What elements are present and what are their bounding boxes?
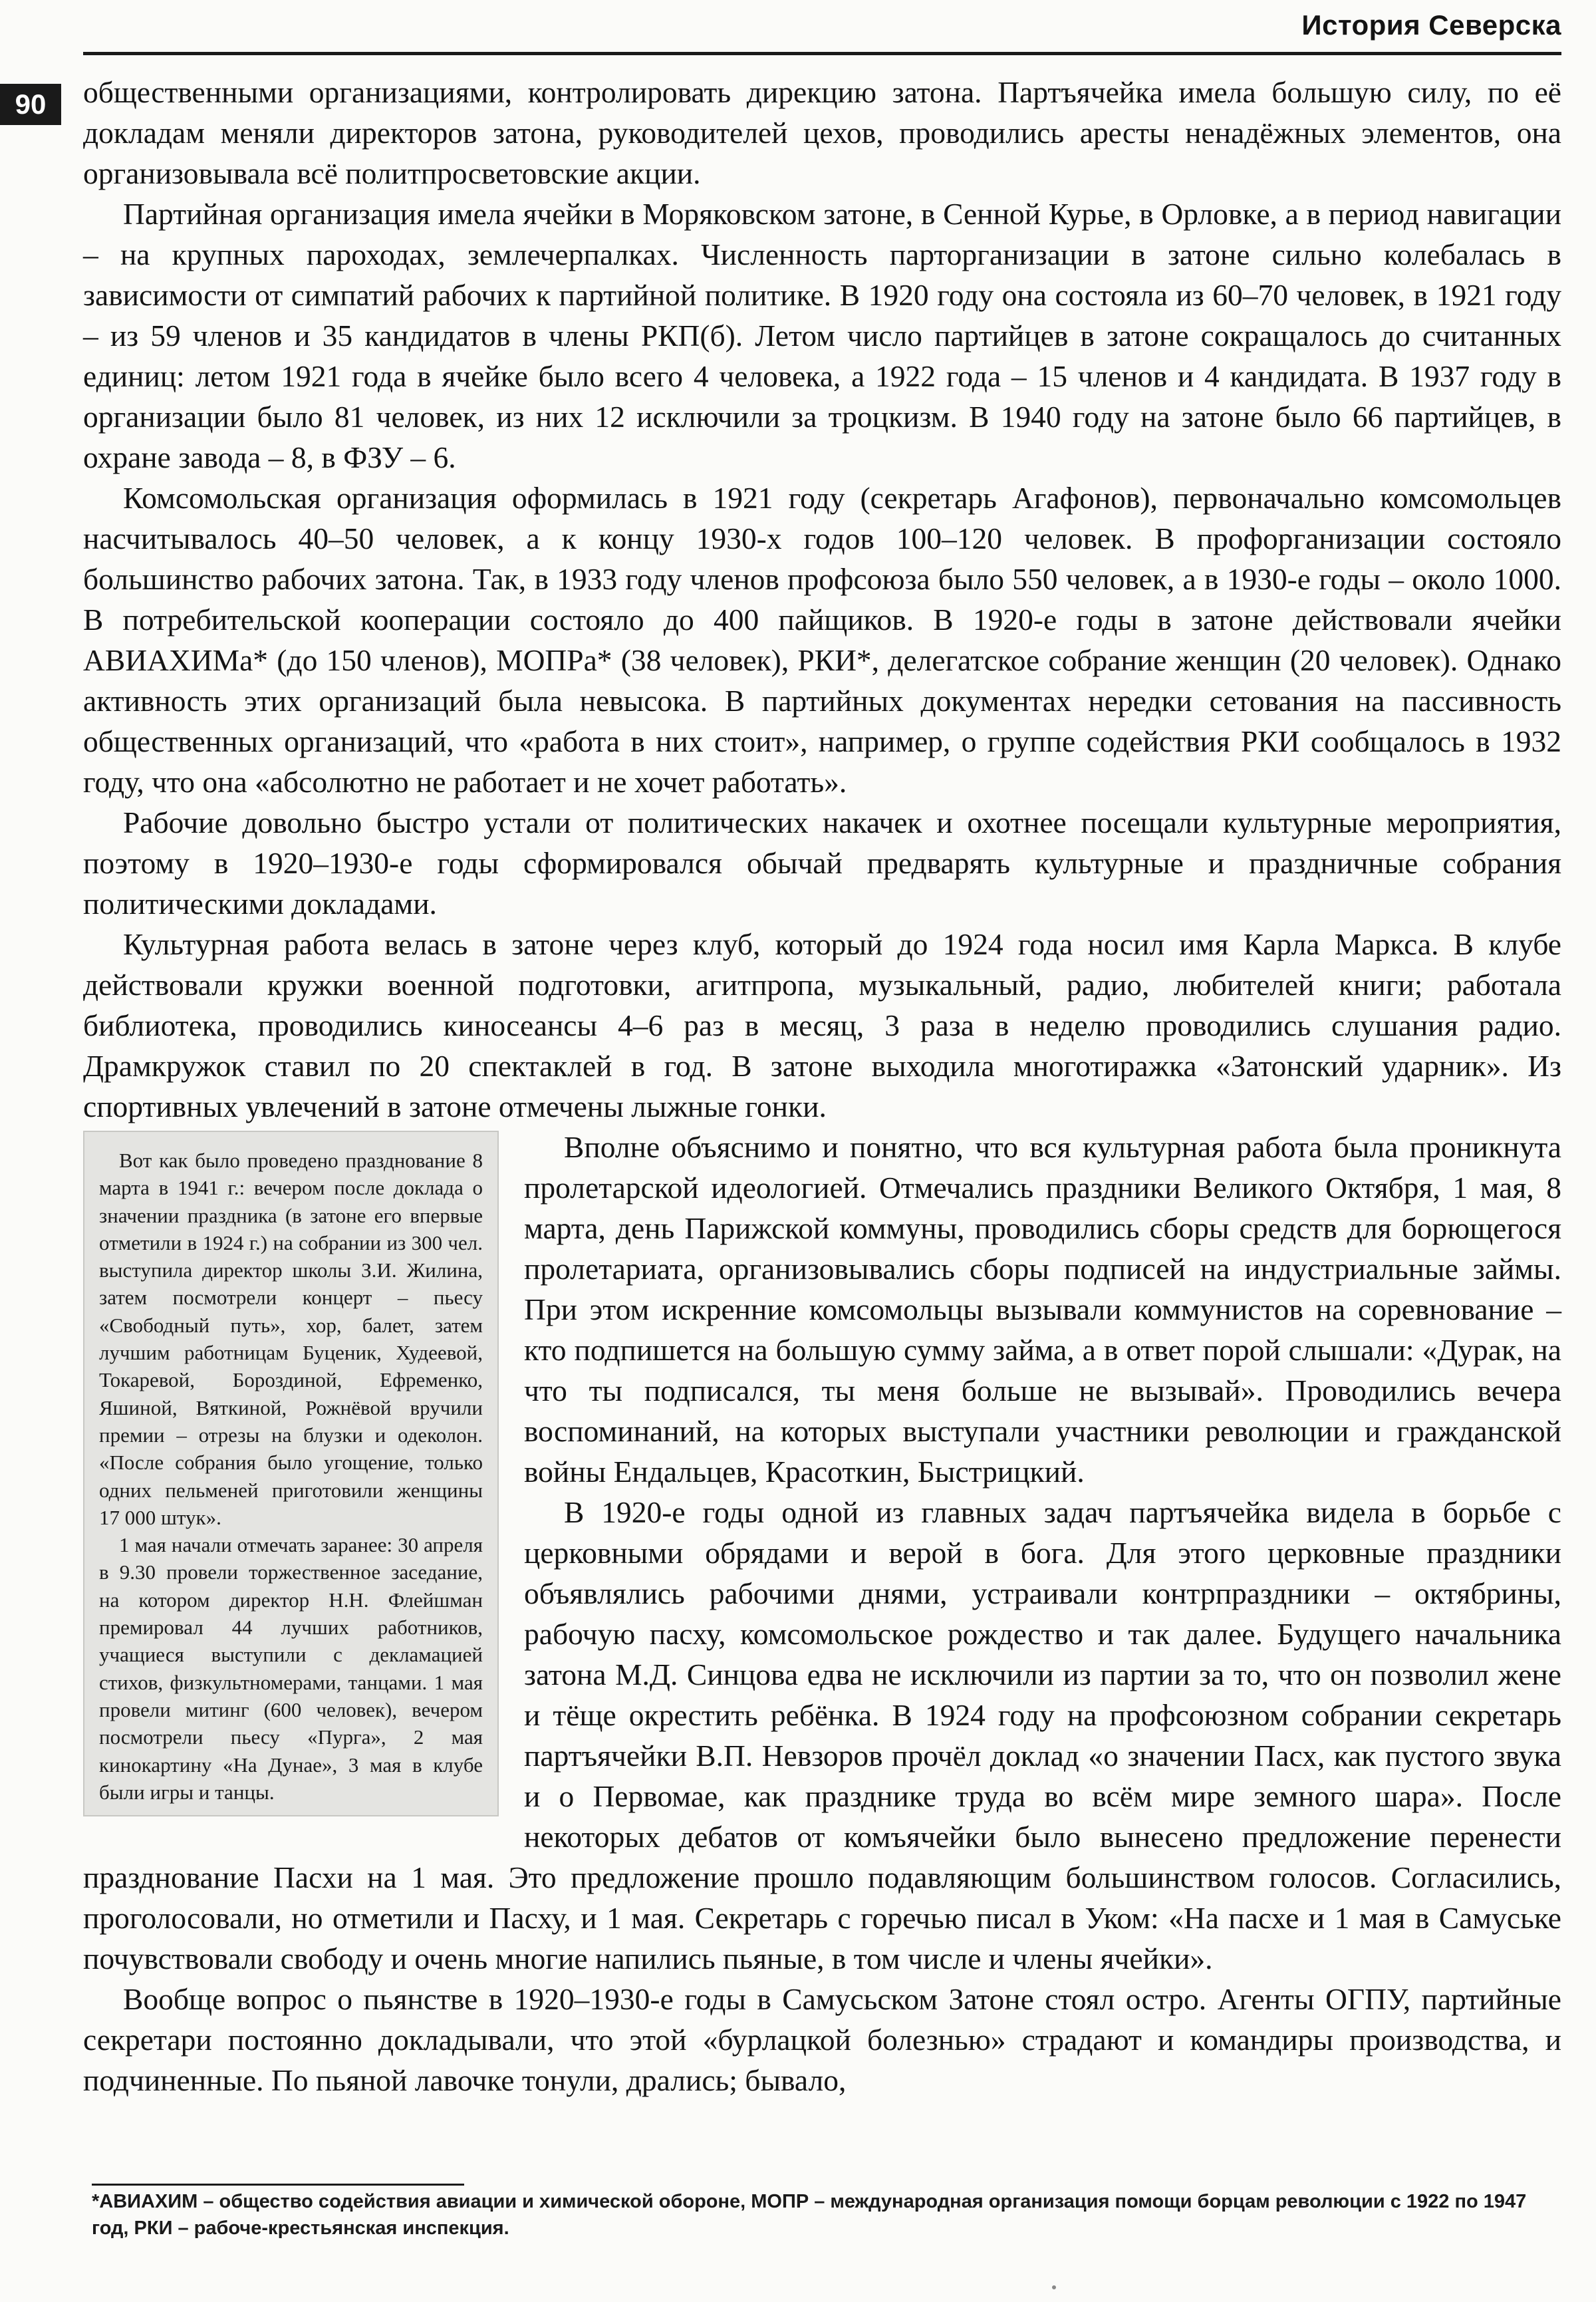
- page-number: 90: [0, 84, 61, 125]
- scan-speck: [1052, 2285, 1056, 2289]
- paragraph-1: общественными организациями, контролировать дирекцию затона. Партъячейка имела большую силу, по её докладам меняли директоров затона, руководителей цехов, проводились аресты ненадёжных элементов, она организовывала всё политпросветовские акции.: [83, 75, 1561, 190]
- footnote: *АВИАХИМ – общество содействия авиации и химической обороне, МОПР – международная организация помощи борцам революции с 1922 по 1947 год, РКИ – рабоче-крестьянская инспекция.: [92, 2191, 1527, 2239]
- paragraph-6: Вполне объяснимо и понятно, что вся культурная работа была проникнута пролетарской идеологией. Отмечались праздники Великого Октября, 1 мая, 8 марта, день Парижской коммуны, проводились сборы средств для борющегося пролетариата, организовывались сборы подписей на индустриальные займы. При этом искренние комсомольцы вызывали коммунистов на соревнование – кто подпишется на большую сумму займа, а в ответ порой слышали: «Дурак, на что ты подписался, ты меня больше не вызывай». Проводились вечера воспоминаний, на которых выступали участники революции и гражданской войны Ендальцев, Красоткин, Быстрицкий.: [524, 1130, 1561, 1489]
- sidebar-box: [83, 1131, 499, 1816]
- paragraph-2: Партийная организация имела ячейки в Моряковском затоне, в Сенной Курье, в Орловке, а в период навигации – на крупных пароходах, землечерпалках. Численность парторганизации в затоне сильно колебалась в зависимости от симпатий рабочих к партийной политике. В 1920 году она состояла из 60–70 человек, в 1921 году – из 59 членов и 35 кандидатов в члены РКП(б). Летом число партийцев в затоне сокращалось до считанных единиц: летом 1921 года в ячейке было всего 4 человека, а 1922 года – 15 членов и 4 кандидата. В 1937 году в организации было 81 человек, из них 12 исключили за троцкизм. В 1940 году на затоне было 66 партийцев, в охране завода – 8, в ФЗУ – 6.: [83, 197, 1561, 474]
- main-text: [83, 72, 1561, 2100]
- sidebar-paragraph-2: 1 мая начали отмечать заранее: 30 апреля в 9.30 провели торжественное заседание, на котором директор Н.Н. Флейшман премировал 44 лучших работников, учащиеся выступили с декламацией стихов, физкультномерами, танцами. 1 мая провели митинг (600 человек), вечером посмотрели пьесу «Пурга», 2 мая кинокартину «На Дунае», 3 мая в клубе были игры и танцы.: [99, 1533, 483, 1804]
- running-header-title: История Северска: [1301, 9, 1561, 41]
- paragraph-3: Комсомольская организация оформилась в 1921 году (секретарь Агафонов), первоначально комсомольцев насчитывалось 40–50 человек, а к концу 1930-х годов 100–120 человек. В профорганизации состояло большинство рабочих затона. Так, в 1933 году членов профсоюза было 550 человек, а в 1930-е годы – около 1000. В потребительской кооперации состояло до 400 пайщиков. В 1920-е годы в затоне действовали ячейки АВИАХИМа* (до 150 членов), МОПРа* (38 человек), РКИ*, делегатское собрание женщин (20 человек). Однако активность этих организаций была невысока. В партийных документах нередки сетования на пассивность общественных организаций, что «работа в них стоит», например, о группе содействия РКИ сообщалось в 1932 году, что она «абсолютно не работает и не хочет работать».: [83, 481, 1561, 799]
- sidebar-paragraph-1: Вот как было проведено празднование 8 марта в 1941 г.: вечером после доклада о значении праздника (в затоне его впервые отметили в 1924 г.) на собрании из 300 чел. выступила директор школы З.И. Жилина, затем посмотрели концерт – пьесу «Свободный путь», хор, балет, затем лучшим работницам Буценик, Худеевой, Токаревой, Бороздиной, Ефременко, Яшиной, Вяткиной, Рожнёвой вручили премии – отрезы на блузки и одеколон. «После собрания было угощение, только одних пельменей приготовили женщины 17 000 штук».: [99, 1149, 483, 1529]
- header-rule: [83, 52, 1561, 55]
- paragraph-4: Рабочие довольно быстро устали от политических накачек и охотнее посещали культурные мероприятия, поэтому в 1920–1930-е годы сформировался обычай предварять культурные и праздничные собрания политическими докладами.: [83, 805, 1561, 921]
- footnote-rule: [92, 2184, 464, 2186]
- paragraph-5: Культурная работа велась в затоне через клуб, который до 1924 года носил имя Карла Маркса. В клубе действовали кружки военной подготовки, агитпропа, музыкальный, радио, любителей книги; работала библиотека, проводились киносеансы 4–6 раз в месяц, 3 раза в неделю проводились слушания радио. Драмкружок ставил по 20 спектаклей в год. В затоне выходила многотиражка «Затонский ударник». Из спортивных увлечений в затоне отмечены лыжные гонки.: [83, 927, 1561, 1123]
- paragraph-7: В 1920-е годы одной из главных задач партъячейка видела в борьбе с церковными обрядами и верой в бога. Для этого церковные праздники объявлялись рабочими днями, устраивали контрпраздники – октябрины, рабочую пасху, комсомольское рождество и так далее. Будущего начальника затона М.Д. Синцова едва не исключили из партии за то, что он позволил жене и тёще окрестить ребёнка. В 1924 году на профсоюзном собрании секретарь партъячейки В.П. Невзоров прочёл доклад «о значении Пасх, как пустого звука и о Первомае, как празднике труда во всём мире земного шара». После некоторых дебатов от комъячейки было вынесено предложение перенести празднование Пасхи на 1 мая. Это предложение прошло подавляющим большинством голосов. Согласились, проголосовали, но отметили и Пасху, и 1 мая. Секретарь с горечью писал в Уком: «На пасхе и 1 мая в Самуське почувствовали свободу и очень многие напились пьяные, в том числе и члены ячейки».: [83, 1495, 1561, 1975]
- paragraph-8: Вообще вопрос о пьянстве в 1920–1930-е годы в Самусьском Затоне стоял остро. Агенты ОГПУ, партийные секретари постоянно докладывали, что этой «бурлацкой болезнью» страдают и командиры производства, и подчиненные. По пьяной лавочке тонули, дрались; бывало,: [83, 1982, 1561, 2097]
